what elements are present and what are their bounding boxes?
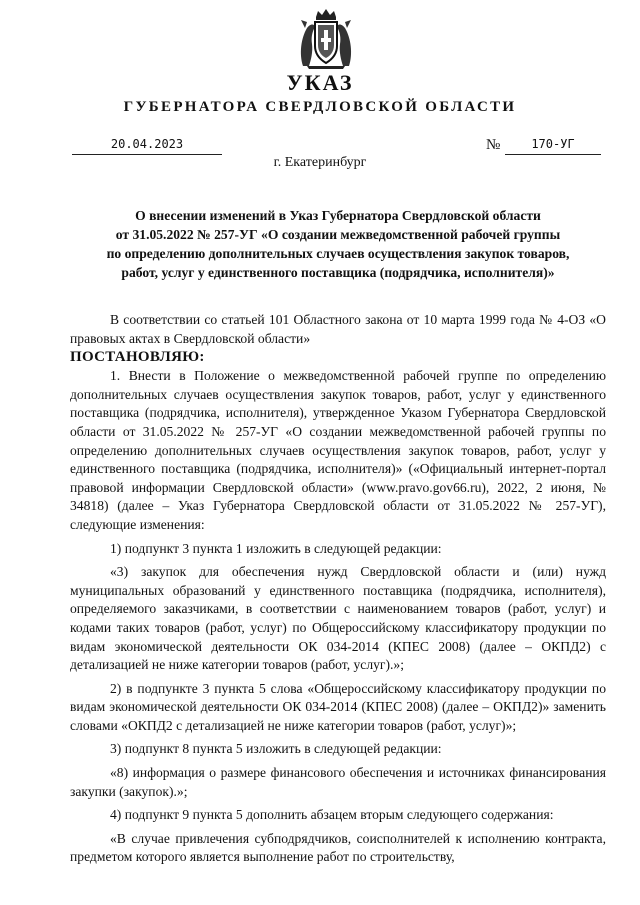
body-paragraph: 4) подпункт 9 пункта 5 дополнить абзацем вторым следующего содержания: [110, 807, 554, 823]
document-title: УКАЗ [286, 70, 354, 95]
decree-date: 20.04.2023 [72, 136, 222, 155]
body-paragraph: 2) в подпункте 3 пункта 5 слова «Общероссийскому классификатору продукции по видам экономической деятельности ОК 034-2014 (КПЕС 2008) (далее – ОКПД2)» заменить словами «ОКПД2 с детализацией не ниже категории товаров (работ, услуг)»; [70, 680, 606, 733]
body-paragraph: «В случае привлечения субподрядчиков, соисполнителей к исполнению контракта, предметом которого является выполнение работ по строительству, [70, 830, 606, 865]
preamble-paragraph: В соответствии со статьей 101 Областного закона от 10 марта 1999 года № 4-ОЗ «О правовых актах в Свердловской области» [70, 312, 606, 346]
body-paragraph: 3) подпункт 8 пункта 5 изложить в следующей редакции: [110, 741, 442, 757]
body-paragraph: «8) информация о размере финансового обеспечения и источниках финансирования закупки (закупок).»; [70, 765, 606, 799]
body-paragraph: «3) закупок для обеспечения нужд Свердловской области и (или) нужд муниципальных образований у единственного поставщика (подрядчика, исполнителя), определяемого заказчиками, в соответствии с наименованием товаров (работ, услуг) и кодами таких товаров (работ, услуг) по Общероссийскому классификатору продукции по видам экономической деятельности ОК 034-2014 (КПЕС 2008) (далее – ОКПД2) с детализацией не ниже категории товаров (работ, услуг).»; [70, 564, 606, 673]
heading-line: работ, услуг у единственного поставщика (подрядчика, исполнителя)» [121, 265, 555, 280]
decree-number-label: № [486, 137, 501, 153]
heading-line: О внесении изменений в Указ Губернатора Свердловской области [135, 208, 541, 223]
heading-line: по определению дополнительных случаев осуществления закупок товаров, [106, 246, 570, 261]
decree-city: г. Екатеринбург [273, 155, 367, 170]
decree-word: ПОСТАНОВЛЯЮ: [70, 349, 205, 366]
decree-number: 170-УГ [505, 136, 601, 155]
decree-body [70, 311, 606, 867]
coat-of-arms-icon [297, 8, 355, 70]
body-paragraph: 1. Внести в Положение о межведомственной рабочей группе по определению дополнительных случаев осуществления закупок товаров, работ, услуг у единственного поставщика (подрядчика, исполнителя), утвержденное Указом Губернатора Свердловской области от 31.05.2022 № 257-УГ «О создании межведомственной рабочей группы по определению дополнительных случаев осуществления закупок товаров, работ, услуг у единственного поставщика (подрядчика, исполнителя)» («Официальный интернет-портал правовой информации Свердловской области» (www.pravo.gov66.ru), 2022, 2 июня, № 34818) (далее – Указ Губернатора Свердловской области от 31.05.2022 № 257-УГ), следующие изменения: [70, 368, 606, 532]
body-paragraph: 1) подпункт 3 пункта 1 изложить в следующей редакции: [110, 540, 442, 556]
decree-heading [70, 206, 606, 282]
document-issuer: ГУБЕРНАТОРА СВЕРДЛОВСКОЙ ОБЛАСТИ [123, 99, 517, 115]
heading-line: от 31.05.2022 № 257-УГ «О создании межведомственной рабочей группы [115, 227, 561, 242]
